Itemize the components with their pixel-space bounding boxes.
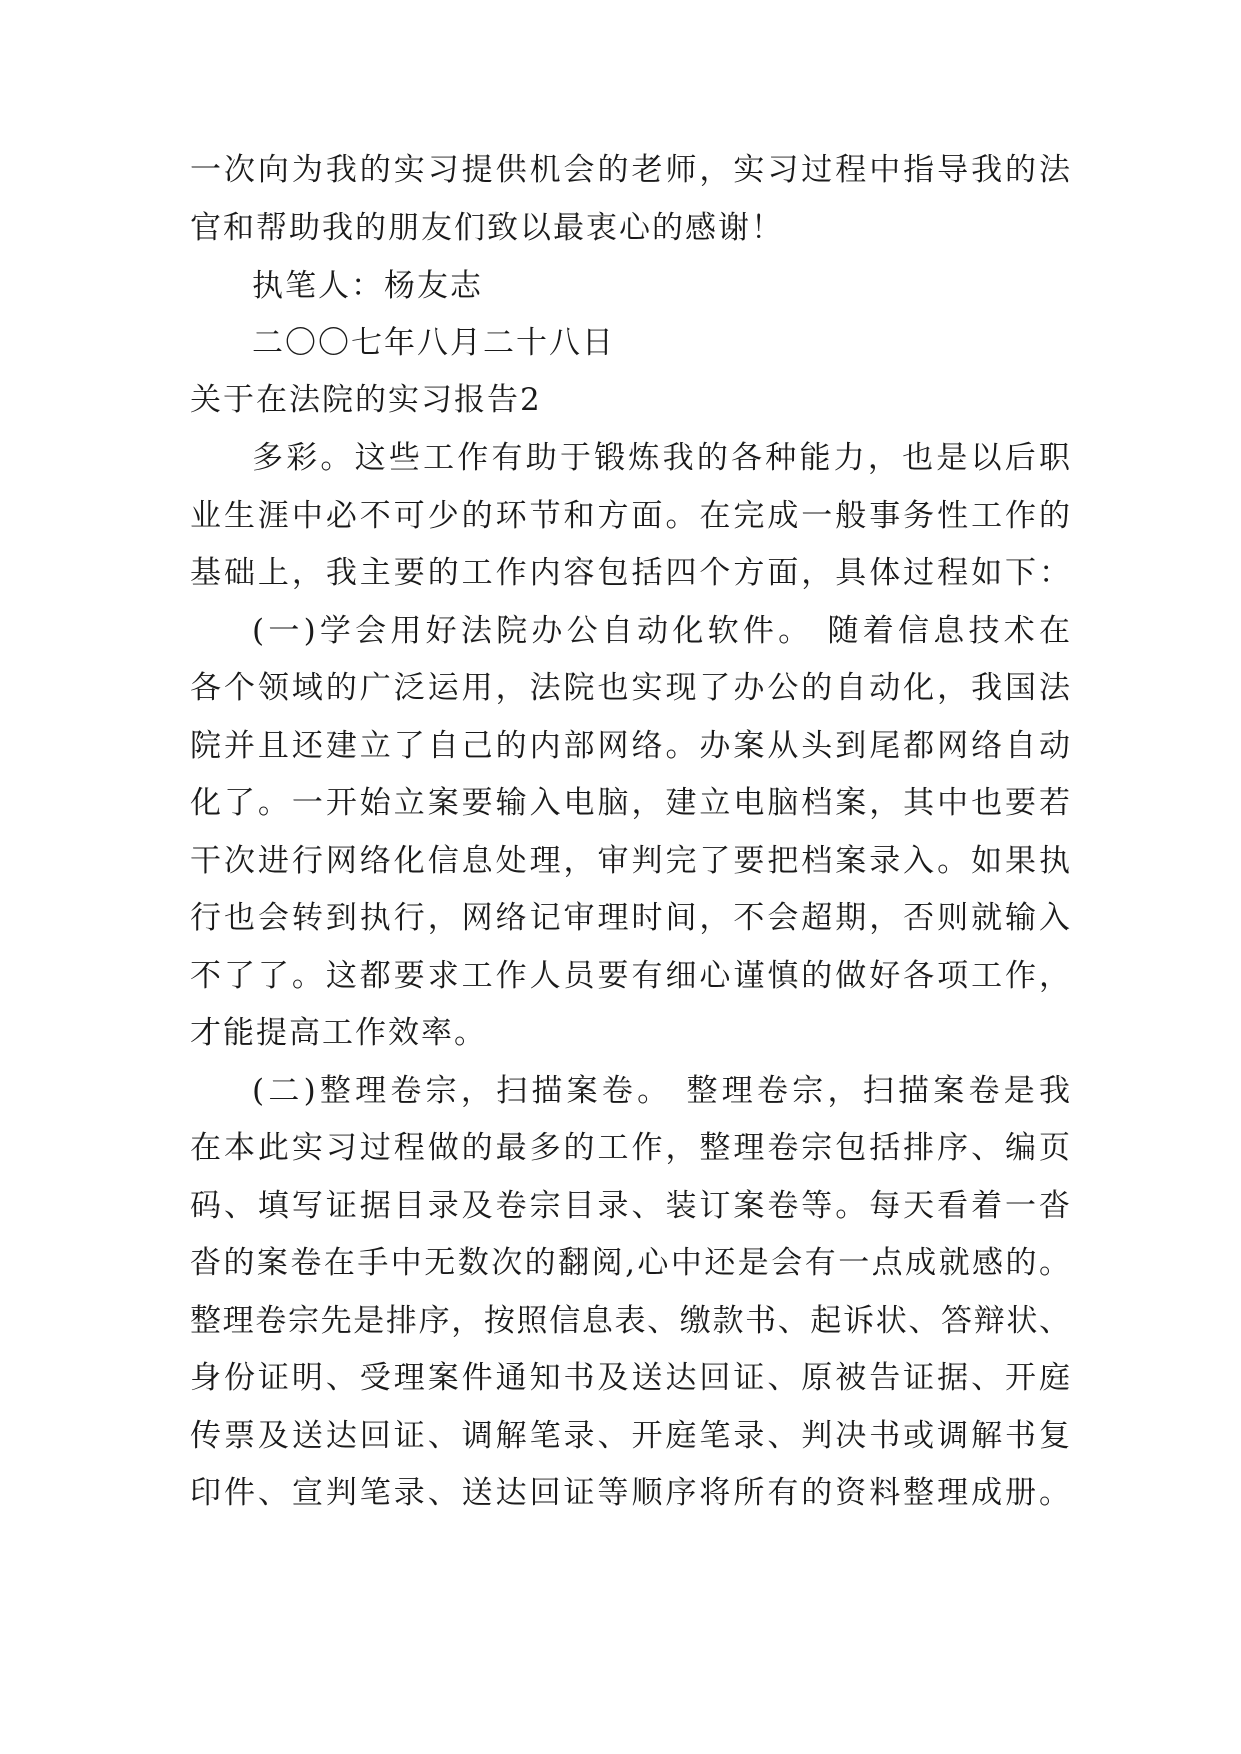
text-line: 在本此实习过程做的最多的工作，整理卷宗包括排序、编页 — [190, 1130, 1070, 1166]
text-line: 各个领域的广泛运用，法院也实现了办公的自动化，我国法 — [190, 670, 1070, 706]
text-line: 码、填写证据目录及卷宗目录、装订案卷等。每天看着一沓 — [190, 1188, 1070, 1224]
date-line: 二〇〇七年八月二十八日 — [252, 325, 615, 361]
text-line: (二)整理卷宗，扫描案卷。 整理卷宗，扫描案卷是我 — [252, 1073, 1070, 1109]
text-line: 业生涯中必不可少的环节和方面。在完成一般事务性工作的 — [190, 498, 1070, 534]
text-line: 行也会转到执行，网络记审理时间，不会超期，否则就输入 — [190, 900, 1070, 936]
signature-line: 执笔人：杨友志 — [252, 268, 483, 304]
text-line: 干次进行网络化信息处理，审判完了要把档案录入。如果执 — [190, 843, 1070, 879]
text-line: 身份证明、受理案件通知书及送达回证、原被告证据、开庭 — [190, 1360, 1070, 1396]
text-line: 一次向为我的实习提供机会的老师，实习过程中指导我的法 — [190, 152, 1070, 188]
text-line: 不了了。这都要求工作人员要有细心谨慎的做好各项工作， — [190, 958, 1070, 994]
text-line: 沓的案卷在手中无数次的翻阅,心中还是会有一点成就感的。 — [190, 1245, 1070, 1281]
text-line: 化了。一开始立案要输入电脑，建立电脑档案，其中也要若 — [190, 785, 1070, 821]
section-heading: 关于在法院的实习报告2 — [190, 382, 542, 418]
text-line: 才能提高工作效率。 — [190, 1015, 487, 1051]
text-line: 整理卷宗先是排序，按照信息表、缴款书、起诉状、答辩状、 — [190, 1303, 1070, 1339]
text-line: 官和帮助我的朋友们致以最衷心的感谢！ — [190, 210, 784, 246]
text-line: 院并且还建立了自己的内部网络。办案从头到尾都网络自动 — [190, 728, 1070, 764]
text-line: 多彩。这些工作有助于锻炼我的各种能力，也是以后职 — [252, 440, 1070, 476]
text-line: 基础上，我主要的工作内容包括四个方面，具体过程如下： — [190, 555, 1070, 591]
text-line: (一)学会用好法院办公自动化软件。 随着信息技术在 — [252, 613, 1070, 649]
text-line: 传票及送达回证、调解笔录、开庭笔录、判决书或调解书复 — [190, 1418, 1070, 1454]
text-line: 印件、宣判笔录、送达回证等顺序将所有的资料整理成册。 — [190, 1475, 1070, 1511]
